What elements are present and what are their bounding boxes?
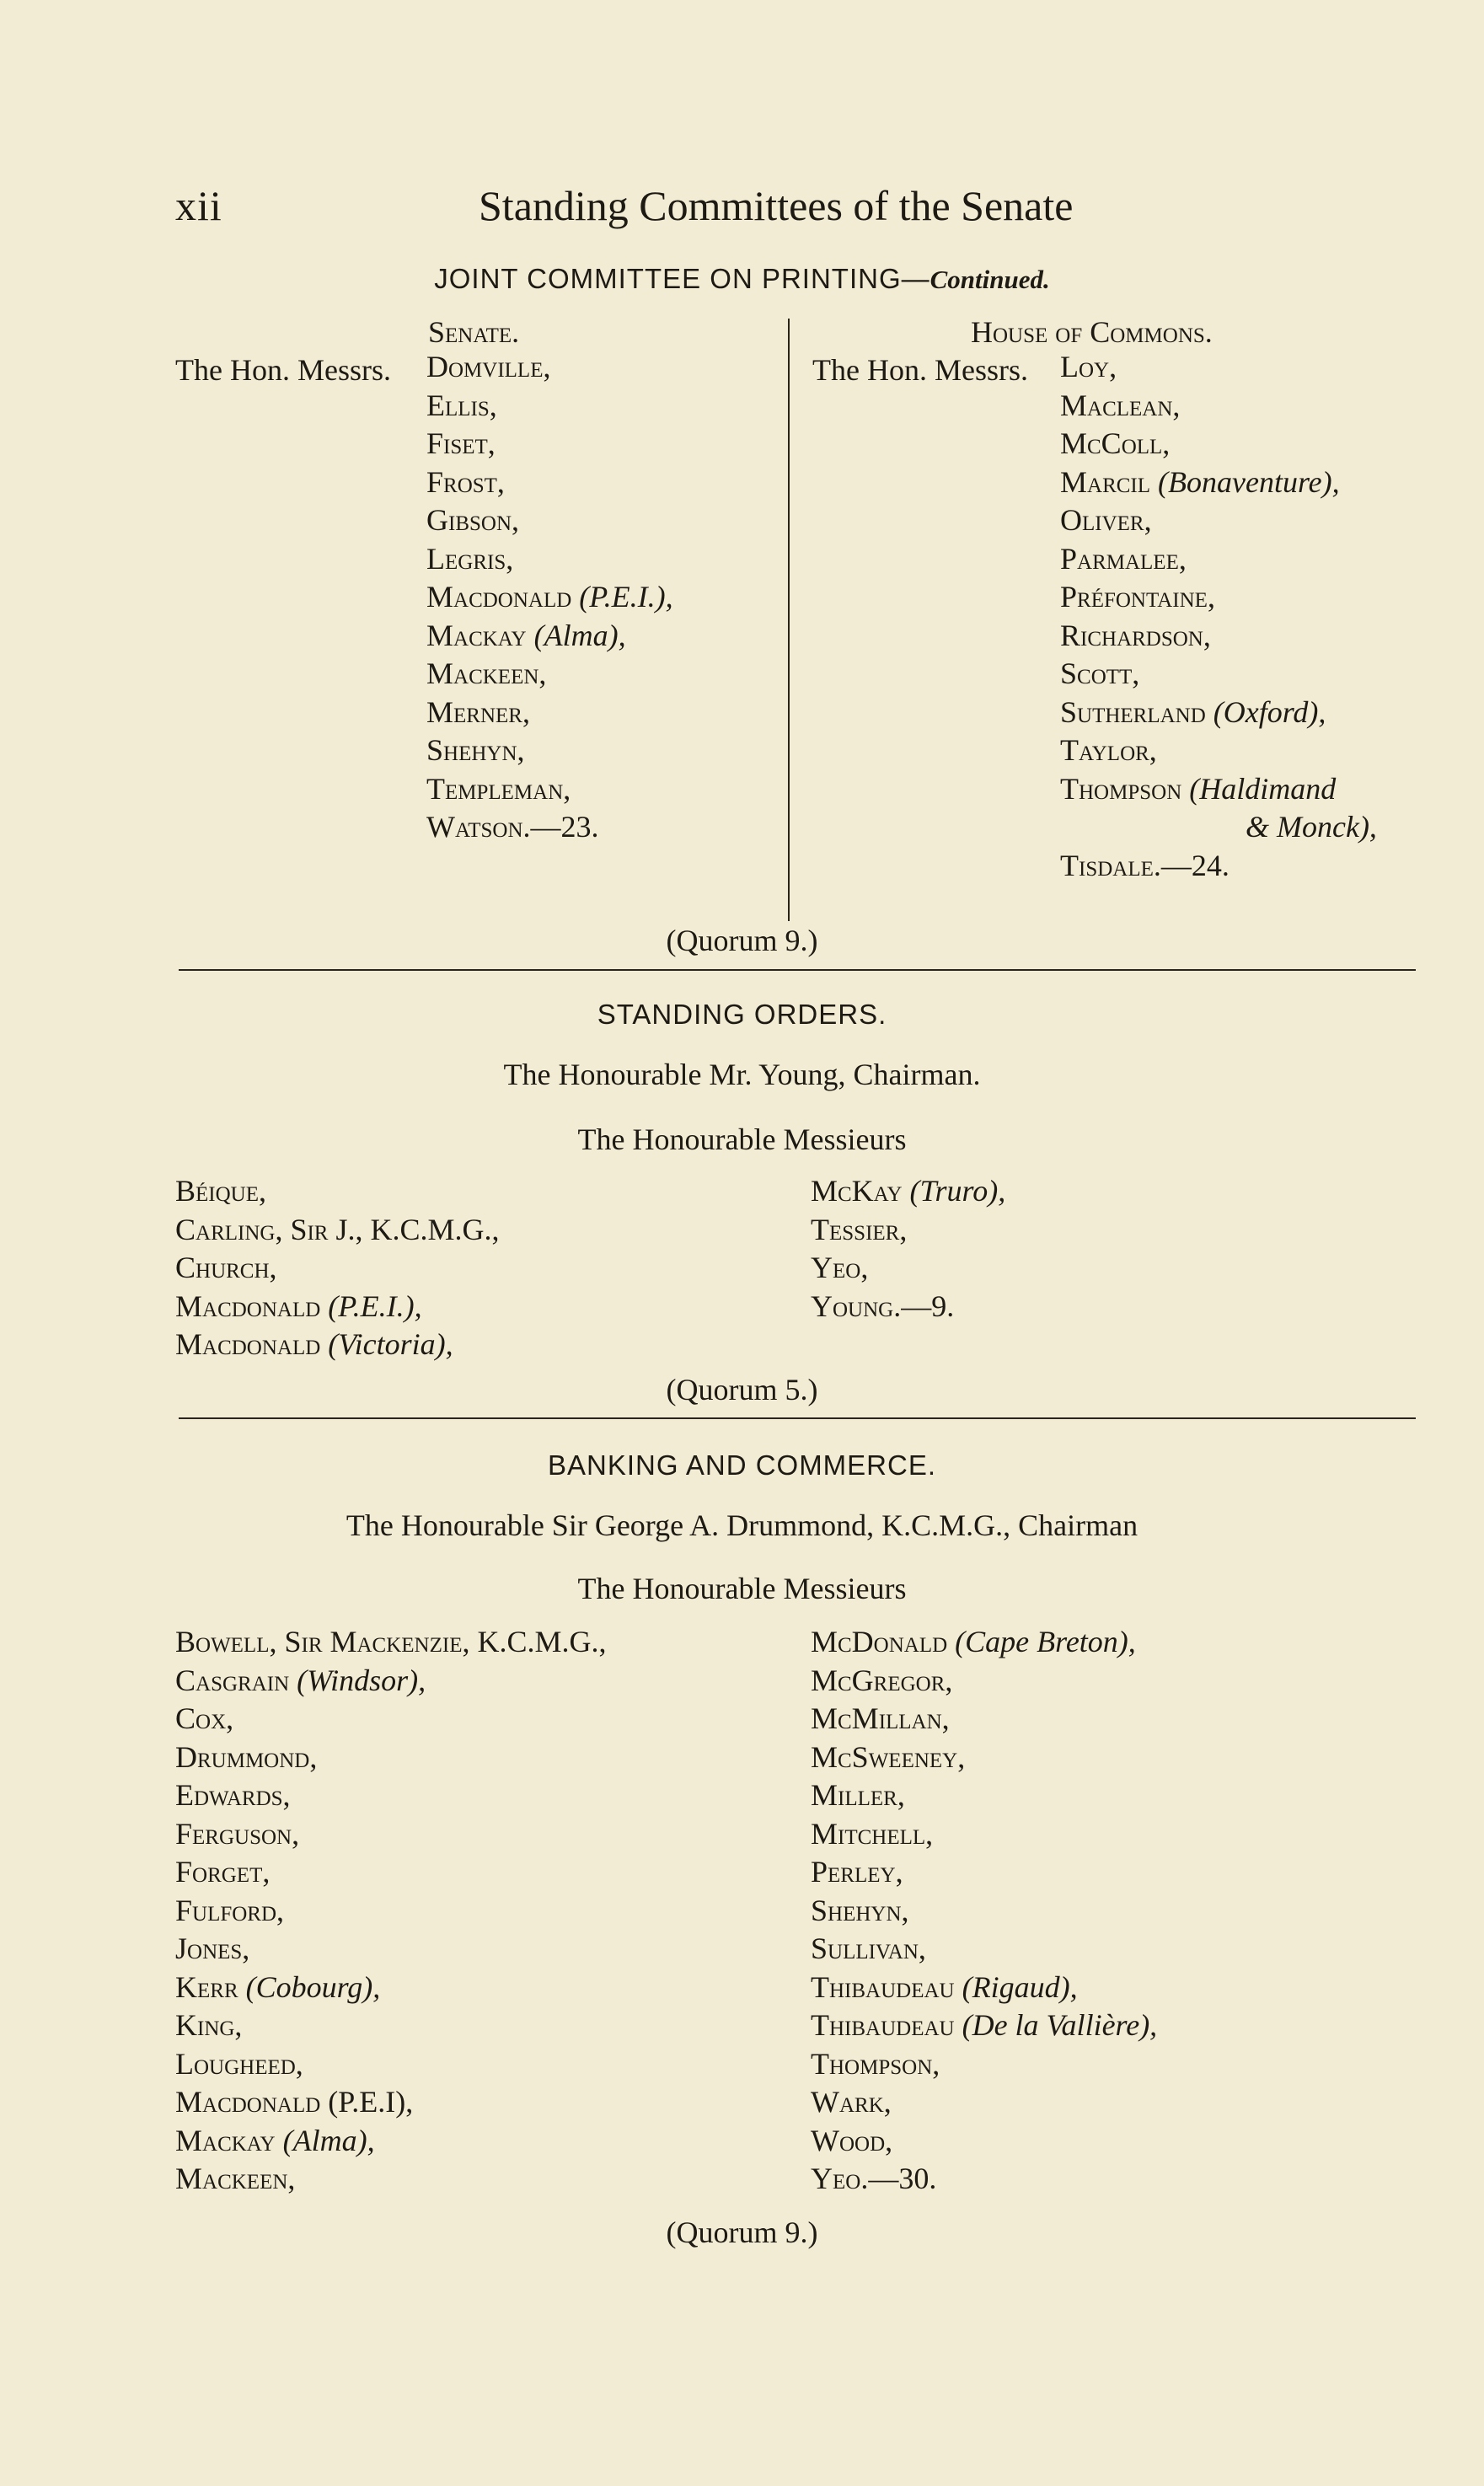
member-name: Kerr [175, 1969, 238, 2004]
member-entry [811, 1853, 1157, 1892]
member-name: McGregor, [811, 1663, 953, 1697]
member-name: Young.—9. [811, 1289, 955, 1323]
member-constituency: (Victoria), [328, 1327, 453, 1361]
member-constituency: (Haldimand [1189, 771, 1337, 806]
member-entry [175, 1172, 500, 1211]
member-entry [175, 2006, 607, 2045]
standing-orders-quorum: (Quorum 5.) [666, 1373, 818, 1406]
member-name: Loy, [1060, 350, 1117, 383]
member-entry [1060, 808, 1377, 847]
printing-quorum: (Quorum 9.) [666, 924, 818, 957]
member-name: Jones, [175, 1931, 250, 1965]
page-number: xii [175, 182, 222, 229]
member-name: Fiset, [426, 426, 496, 460]
standing-orders-messieurs: The Honourable Messieurs [577, 1122, 907, 1156]
banking-title: BANKING AND COMMERCE. [547, 1449, 937, 1481]
member-name: Mackeen, [175, 2162, 296, 2195]
member-name: Macdonald (P.E.I), [175, 2085, 414, 2119]
member-entry [175, 1815, 607, 1854]
member-entry [811, 1776, 1157, 1815]
member-entry [1060, 770, 1377, 809]
member-entry [811, 1700, 1157, 1739]
member-entry [175, 1326, 500, 1364]
member-name: Tessier, [811, 1212, 908, 1246]
member-name: Domville, [426, 350, 551, 383]
member-entry [175, 1211, 500, 1250]
member-entry [811, 1892, 1157, 1931]
member-entry [426, 578, 673, 617]
member-name: Frost, [426, 464, 505, 499]
member-entry [175, 1776, 607, 1815]
member-entry [426, 731, 673, 770]
member-entry [1060, 348, 1377, 387]
banking-quorum: (Quorum 9.) [666, 2215, 818, 2249]
standing-orders-right-list [811, 1172, 1005, 1326]
member-entry [811, 2083, 1157, 2122]
member-name: Templeman, [426, 771, 571, 806]
member-name: Thibaudeau [811, 1969, 955, 2004]
member-name: Church, [175, 1251, 277, 1284]
member-entry [1060, 847, 1377, 886]
member-name: Ellis, [426, 388, 497, 422]
member-entry [1060, 694, 1377, 732]
member-constituency: (Windsor), [297, 1663, 426, 1697]
member-name: Lougheed, [175, 2046, 303, 2081]
member-constituency: & Monck), [1246, 810, 1377, 844]
section-divider [179, 1417, 1416, 1419]
member-name: Mackeen, [426, 656, 547, 690]
member-entry [811, 1623, 1157, 1662]
standing-orders-left-list [175, 1172, 500, 1364]
member-constituency: (Alma), [282, 2123, 375, 2157]
member-name: Perley, [811, 1855, 903, 1889]
member-name: Macdonald [175, 1327, 321, 1361]
member-name: Macdonald [175, 1289, 321, 1323]
member-name: Thompson, [811, 2046, 940, 2081]
member-constituency: (Cape Breton), [955, 1625, 1136, 1658]
member-name: Préfontaine, [1060, 580, 1215, 613]
member-entry [811, 2006, 1157, 2045]
member-name: Mackay [175, 2123, 276, 2157]
member-constituency: (Bonaventure), [1158, 464, 1340, 499]
member-name: Tisdale.—24. [1060, 848, 1230, 882]
member-entry [1060, 617, 1377, 656]
member-entry [426, 463, 673, 502]
member-name: Wark, [811, 2085, 892, 2119]
member-name: Cox, [175, 1701, 234, 1735]
commons-lead: The Hon. Messrs. [812, 353, 1028, 387]
member-entry [175, 1969, 607, 2007]
member-entry [175, 1930, 607, 1969]
member-entry [175, 1249, 500, 1288]
member-entry [811, 1815, 1157, 1854]
member-entry [811, 1172, 1005, 1211]
member-entry [175, 2045, 607, 2084]
printing-title: JOINT COMMITTEE ON PRINTING— [434, 263, 930, 294]
member-entry [175, 2122, 607, 2161]
section-divider [179, 969, 1416, 971]
member-name: Oliver, [1060, 503, 1152, 537]
member-entry [811, 2045, 1157, 2084]
member-entry [175, 1662, 607, 1701]
member-name: Casgrain [175, 1663, 290, 1697]
printing-section-title [0, 263, 1484, 295]
member-name: Thibaudeau [811, 2008, 955, 2042]
member-name: King, [175, 2008, 243, 2042]
member-constituency: (Oxford), [1213, 694, 1326, 729]
banking-right-list [811, 1623, 1157, 2199]
member-entry [426, 808, 673, 847]
banking-chairman: The Honourable Sir George A. Drummond, K.C.M.G., Chairman [346, 1508, 1138, 1542]
member-entry [811, 1739, 1157, 1777]
member-entry [1060, 578, 1377, 617]
member-name: Maclean, [1060, 388, 1181, 422]
member-name: Bowell, Sir Mackenzie, K.C.M.G., [175, 1625, 607, 1658]
member-name: Taylor, [1060, 733, 1157, 767]
column-divider [788, 319, 790, 921]
member-entry [1060, 731, 1377, 770]
member-name: Macdonald [426, 580, 572, 613]
member-entry [175, 1700, 607, 1739]
member-name: Carling, Sir J., K.C.M.G., [175, 1212, 500, 1246]
member-entry [811, 1930, 1157, 1969]
member-entry [426, 387, 673, 426]
member-name: McKay [811, 1174, 903, 1208]
member-name: Fulford, [175, 1893, 285, 1927]
member-entry [811, 1288, 1005, 1326]
member-constituency: (Cobourg), [245, 1969, 381, 2004]
member-entry [426, 540, 673, 579]
member-constituency: (Alma), [533, 618, 626, 652]
member-entry [175, 1739, 607, 1777]
senate-member-list [426, 348, 673, 847]
member-entry [426, 694, 673, 732]
member-entry [426, 617, 673, 656]
standing-orders-chairman: The Honourable Mr. Young, Chairman. [503, 1058, 981, 1091]
running-title: Standing Committees of the Senate [479, 182, 1074, 229]
member-entry [811, 1969, 1157, 2007]
member-entry [426, 501, 673, 540]
member-entry [1060, 387, 1377, 426]
member-name: Yeo.—30. [811, 2162, 937, 2195]
member-name: Drummond, [175, 1739, 318, 1774]
member-name: Béique, [175, 1174, 266, 1208]
member-name: McSweeney, [811, 1739, 966, 1774]
member-constituency: (P.E.I.), [579, 580, 673, 613]
member-name: Richardson, [1060, 618, 1211, 652]
member-entry [1060, 463, 1377, 502]
member-name: Marcil [1060, 464, 1151, 499]
member-name: McMillan, [811, 1701, 950, 1735]
member-entry [426, 655, 673, 694]
member-entry [1060, 425, 1377, 463]
member-name: Yeo, [811, 1251, 869, 1284]
member-constituency: (De la Vallière), [962, 2008, 1158, 2042]
banking-messieurs: The Honourable Messieurs [577, 1572, 907, 1605]
printing-title-continued: Continued. [930, 265, 1050, 294]
member-name: McColl, [1060, 426, 1171, 460]
member-name: Miller, [811, 1778, 905, 1812]
member-constituency: (Truro), [909, 1174, 1006, 1208]
member-entry [175, 1288, 500, 1326]
member-entry [426, 425, 673, 463]
member-name: Scott, [1060, 656, 1140, 690]
member-name: Shehyn, [426, 733, 525, 767]
senate-heading: Senate. [428, 315, 520, 349]
member-name: Mackay [426, 618, 527, 652]
member-name: Gibson, [426, 503, 520, 537]
member-name: Merner, [426, 694, 530, 729]
member-name: Parmalee, [1060, 541, 1187, 576]
member-entry [426, 348, 673, 387]
senate-lead: The Hon. Messrs. [175, 353, 391, 387]
standing-orders-title: STANDING ORDERS. [597, 999, 887, 1030]
member-name: McDonald [811, 1625, 948, 1658]
commons-member-list [1060, 348, 1377, 885]
member-entry [811, 2160, 1157, 2199]
member-name: Wood, [811, 2123, 893, 2157]
member-entry [175, 1623, 607, 1662]
member-entry [175, 1892, 607, 1931]
member-name: Ferguson, [175, 1816, 300, 1851]
member-entry [811, 1211, 1005, 1250]
member-entry [175, 2083, 607, 2122]
member-entry [811, 1249, 1005, 1288]
member-constituency: (Rigaud), [962, 1969, 1078, 2004]
member-entry [175, 2160, 607, 2199]
member-name: Sullivan, [811, 1931, 926, 1965]
member-name: Thompson [1060, 771, 1182, 806]
member-entry [1060, 501, 1377, 540]
member-name: Forget, [175, 1855, 271, 1889]
member-entry [175, 1853, 607, 1892]
commons-heading: House of Commons. [971, 315, 1213, 349]
member-entry [811, 2122, 1157, 2161]
member-name: Mitchell, [811, 1816, 934, 1851]
member-entry [426, 770, 673, 809]
member-name: Sutherland [1060, 694, 1206, 729]
member-constituency: (P.E.I.), [328, 1289, 422, 1323]
member-entry [1060, 540, 1377, 579]
member-entry [811, 1662, 1157, 1701]
member-name: Watson.—23. [426, 810, 599, 844]
member-entry [1060, 655, 1377, 694]
member-name: Edwards, [175, 1778, 291, 1812]
member-name: Legris, [426, 541, 514, 576]
member-name: Shehyn, [811, 1893, 909, 1927]
banking-left-list [175, 1623, 607, 2199]
